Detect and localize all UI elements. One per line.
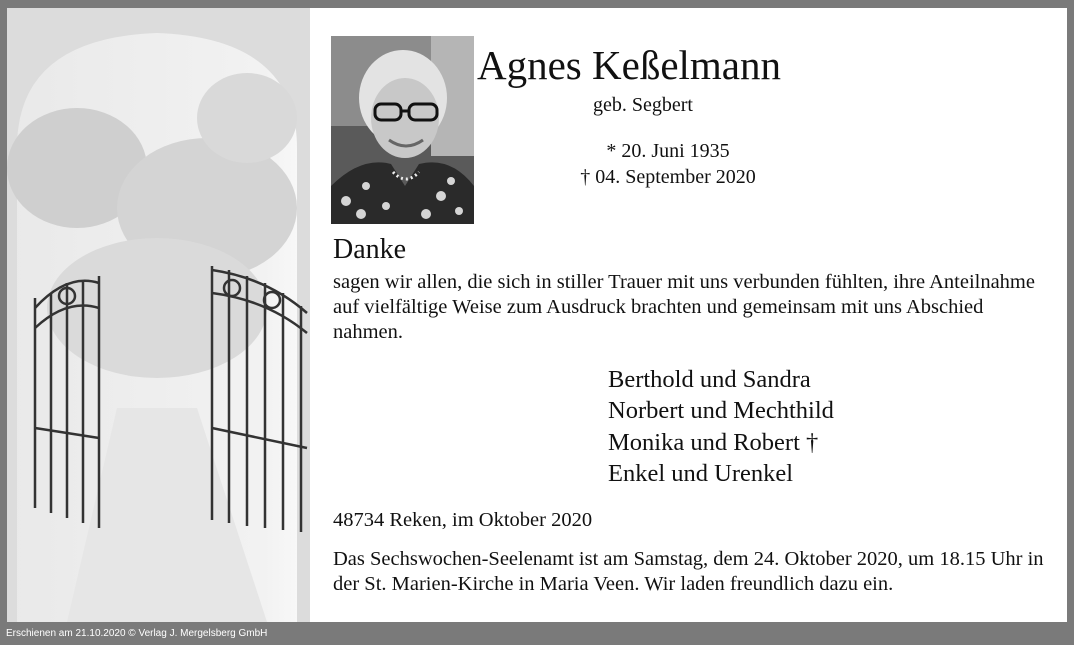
family-member: Norbert und Mechthild	[608, 397, 834, 425]
family-member: Enkel und Urenkel	[608, 459, 794, 487]
mass-notice: Das Sechswochen-Seelenamt ist am Samstag, dem 24. Oktober 2020, um 18.15 Uhr in der St. Marien-Kirche in Maria Veen. Wir laden freundlich dazu ein.	[333, 548, 1044, 595]
thanks-text: sagen wir allen, die sich in stiller Trauer mit uns verbunden fühlten, ihre Anteilnahme auf vielfältige Weise zum Ausdruck brachten und gemeinsam mit uns Abschied nahmen.	[333, 271, 1035, 343]
birth-name: geb. Segbert	[593, 94, 693, 116]
death-date: † 04. September 2020	[580, 166, 756, 188]
publication-footer: Erschienen am 21.10.2020 © Verlag J. Mergelsberg GmbH	[6, 628, 268, 639]
obituary-card	[7, 8, 1067, 622]
birth-date: * 20. Juni 1935	[606, 140, 730, 162]
deceased-name: Agnes Keßelmann	[477, 42, 781, 88]
family-member: Monika und Robert †	[608, 428, 819, 456]
family-list	[608, 364, 834, 489]
garden-gate-image	[7, 8, 310, 622]
family-member: Berthold und Sandra	[608, 366, 811, 393]
thanks-heading: Danke	[333, 234, 407, 265]
place-date: 48734 Reken, im Oktober 2020	[333, 509, 593, 531]
